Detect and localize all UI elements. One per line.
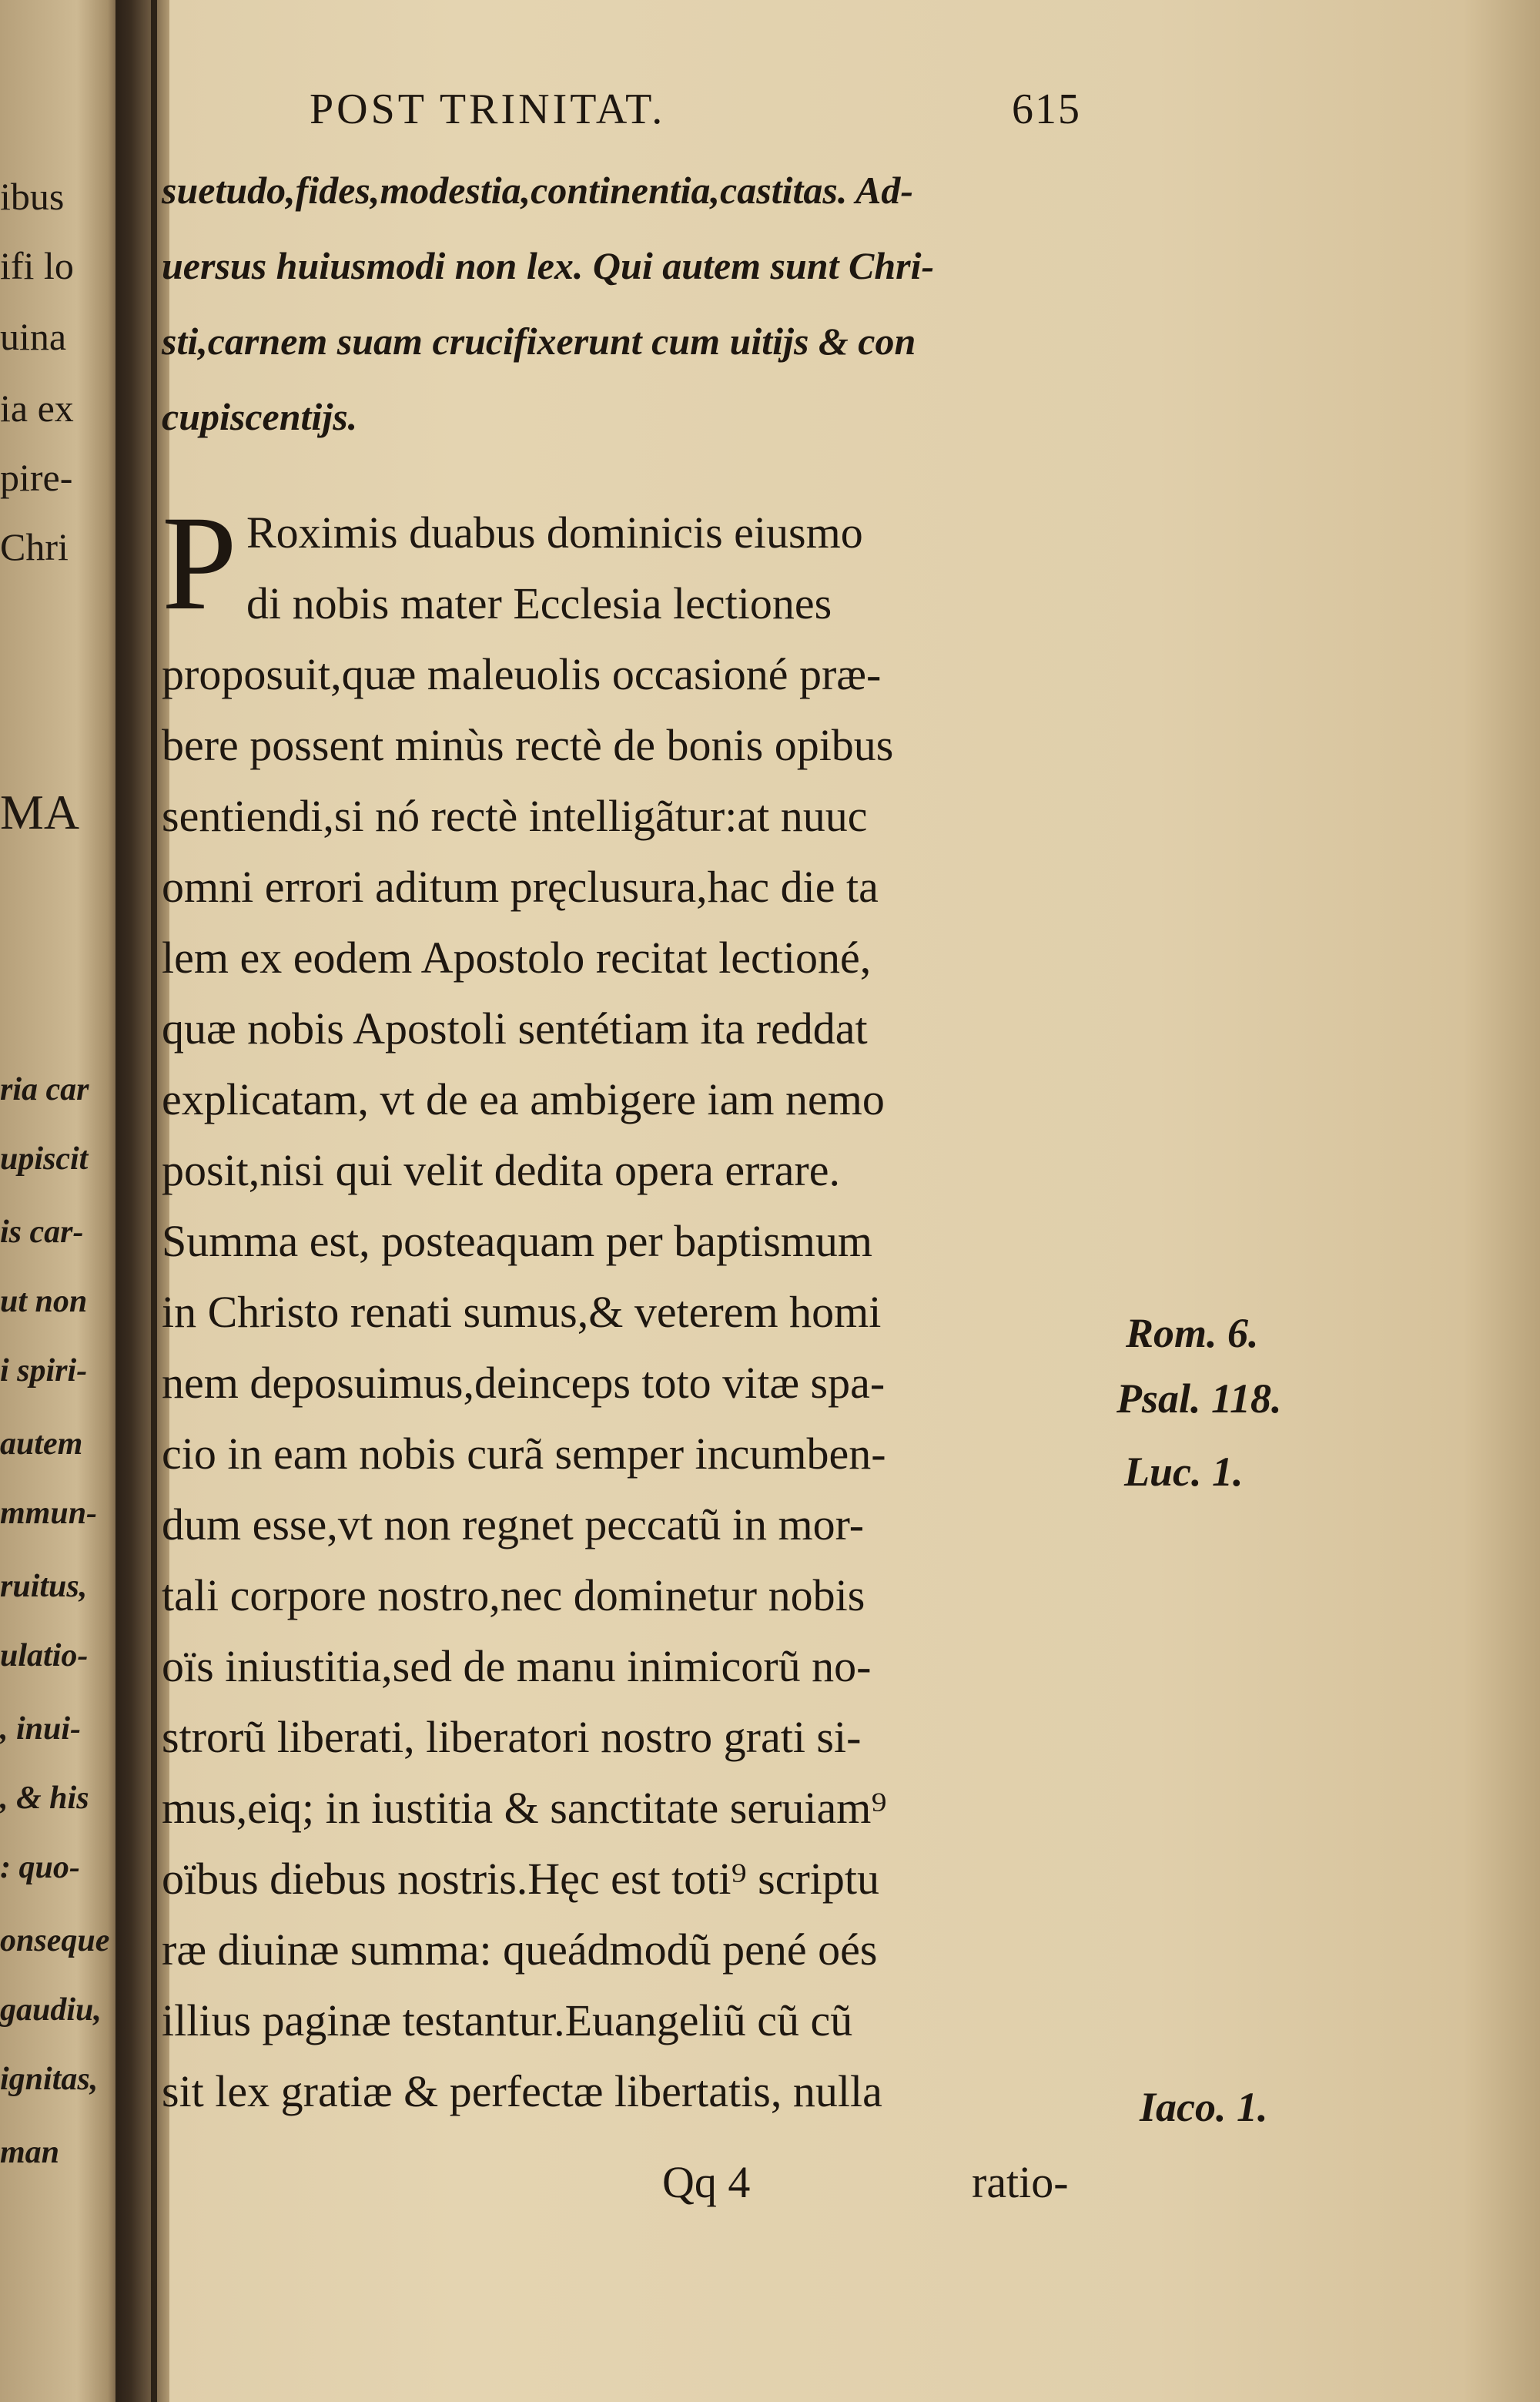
epistle-line: cupiscentijs. <box>162 395 358 438</box>
epistle-excerpt <box>162 152 1109 454</box>
marginal-note: Psal. 118. <box>1116 1375 1282 1422</box>
body-line: nem deposuimus,deinceps toto vitæ spa- <box>162 1358 886 1408</box>
facing-page-fragment: uina <box>0 315 67 358</box>
facing-page-fragment: mmun- <box>0 1496 98 1531</box>
body-line: oïbus diebus nostris.Hęc est toti⁹ scriptu <box>162 1854 880 1904</box>
body-line: strorũ liberati, liberatori nostro grati si- <box>162 1712 862 1762</box>
body-line: oïs iniustitia,sed de manu inimicorũ no- <box>162 1641 872 1691</box>
body-line: quæ nobis Apostoli sentétiam ita reddat <box>162 1003 868 1054</box>
facing-page-fragment: ria car <box>0 1072 89 1107</box>
body-line: mus,eiq; in iustitia & sanctitate seruiam⁹ <box>162 1783 887 1833</box>
facing-page-fragment: Chri <box>0 525 69 568</box>
body-line: in Christo renati sumus,& veterem homi <box>162 1287 882 1337</box>
facing-page-fragment: pire- <box>0 456 73 499</box>
body-line: dum esse,vt non regnet peccatũ in mor- <box>162 1499 865 1549</box>
marginal-note: Luc. 1. <box>1124 1449 1244 1495</box>
marginal-note: Iaco. 1. <box>1140 2084 1268 2130</box>
body-line: omni errori aditum pręclusura,hac die ta <box>162 862 879 912</box>
body-line: Summa est, posteaquam per baptismum <box>162 1216 873 1266</box>
gutter-shadow-line <box>151 0 157 2402</box>
drop-cap: P <box>162 488 237 638</box>
facing-page-fragment: ia ex <box>0 387 74 430</box>
signature-mark: Qq 4 <box>662 2157 751 2207</box>
facing-page-fragment: ulatio- <box>0 1638 89 1673</box>
facing-page-fragment: is car- <box>0 1214 84 1250</box>
facing-page-fragment: onseque <box>0 1923 110 1958</box>
facing-page-fragment: , & his <box>0 1781 89 1816</box>
page-number: 615 <box>1012 85 1081 133</box>
body-line: bere possent minùs rectè de bonis opibus <box>162 720 894 770</box>
body-line: explicatam, vt de ea ambigere iam nemo <box>162 1074 885 1124</box>
facing-page-fragment: : quo- <box>0 1850 80 1885</box>
epistle-line: uersus huiusmodi non lex. Qui autem sunt Chri- <box>162 244 935 287</box>
facing-page-fragment: , inui- <box>0 1711 82 1747</box>
marginal-note: Rom. 6. <box>1126 1310 1259 1356</box>
body-line: posit,nisi qui velit dedita opera errare. <box>162 1145 840 1195</box>
body-line: Roximis duabus dominicis eiusmo <box>246 508 863 558</box>
facing-page-fragment: i spiri- <box>0 1353 88 1389</box>
body-paragraph <box>162 488 1116 2127</box>
facing-page-fragment: ibus <box>0 175 65 218</box>
running-head-title: POST TRINITAT. <box>310 85 666 133</box>
body-line: tali corpore nostro,nec dominetur nobis <box>162 1570 865 1620</box>
body-line: sit lex gratiæ & perfectæ libertatis, nulla <box>162 2066 882 2116</box>
facing-page-fragment: ignitas, <box>0 2062 99 2097</box>
body-line: proposuit,quæ maleuolis occasioné præ- <box>162 649 882 699</box>
facing-page-fragment: ifi lo <box>0 244 74 287</box>
body-line: di nobis mater Ecclesia lectiones <box>246 578 832 628</box>
body-line: illius paginæ testantur.Euangeliũ cũ cũ <box>162 1995 853 2045</box>
epistle-line: suetudo,fides,modestia,continentia,castitas. Ad- <box>162 169 913 212</box>
body-line: lem ex eodem Apostolo recitat lectioné, <box>162 933 872 983</box>
facing-page-fragment: autem <box>0 1426 83 1462</box>
facing-page-fragment: man <box>0 2135 60 2170</box>
facing-page-fragment: ut non <box>0 1284 88 1319</box>
facing-page-fragment: ruitus, <box>0 1569 88 1604</box>
body-line: sentiendi,si nó rectè intelligãtur:at nuuc <box>162 791 868 841</box>
facing-page-fragment: gaudiu, <box>0 1992 102 2028</box>
epistle-line: sti,carnem suam crucifixerunt cum uitijs & con <box>162 320 916 363</box>
facing-page-fragment: upiscit <box>0 1141 89 1177</box>
body-line: ræ diuinæ summa: queádmodũ pené oés <box>162 1925 878 1975</box>
catchword: ratio- <box>972 2157 1069 2207</box>
facing-page-fragment: MA <box>0 785 80 839</box>
facing-page-edge <box>0 0 123 2402</box>
body-line: cio in eam nobis curã semper incumben- <box>162 1429 886 1479</box>
